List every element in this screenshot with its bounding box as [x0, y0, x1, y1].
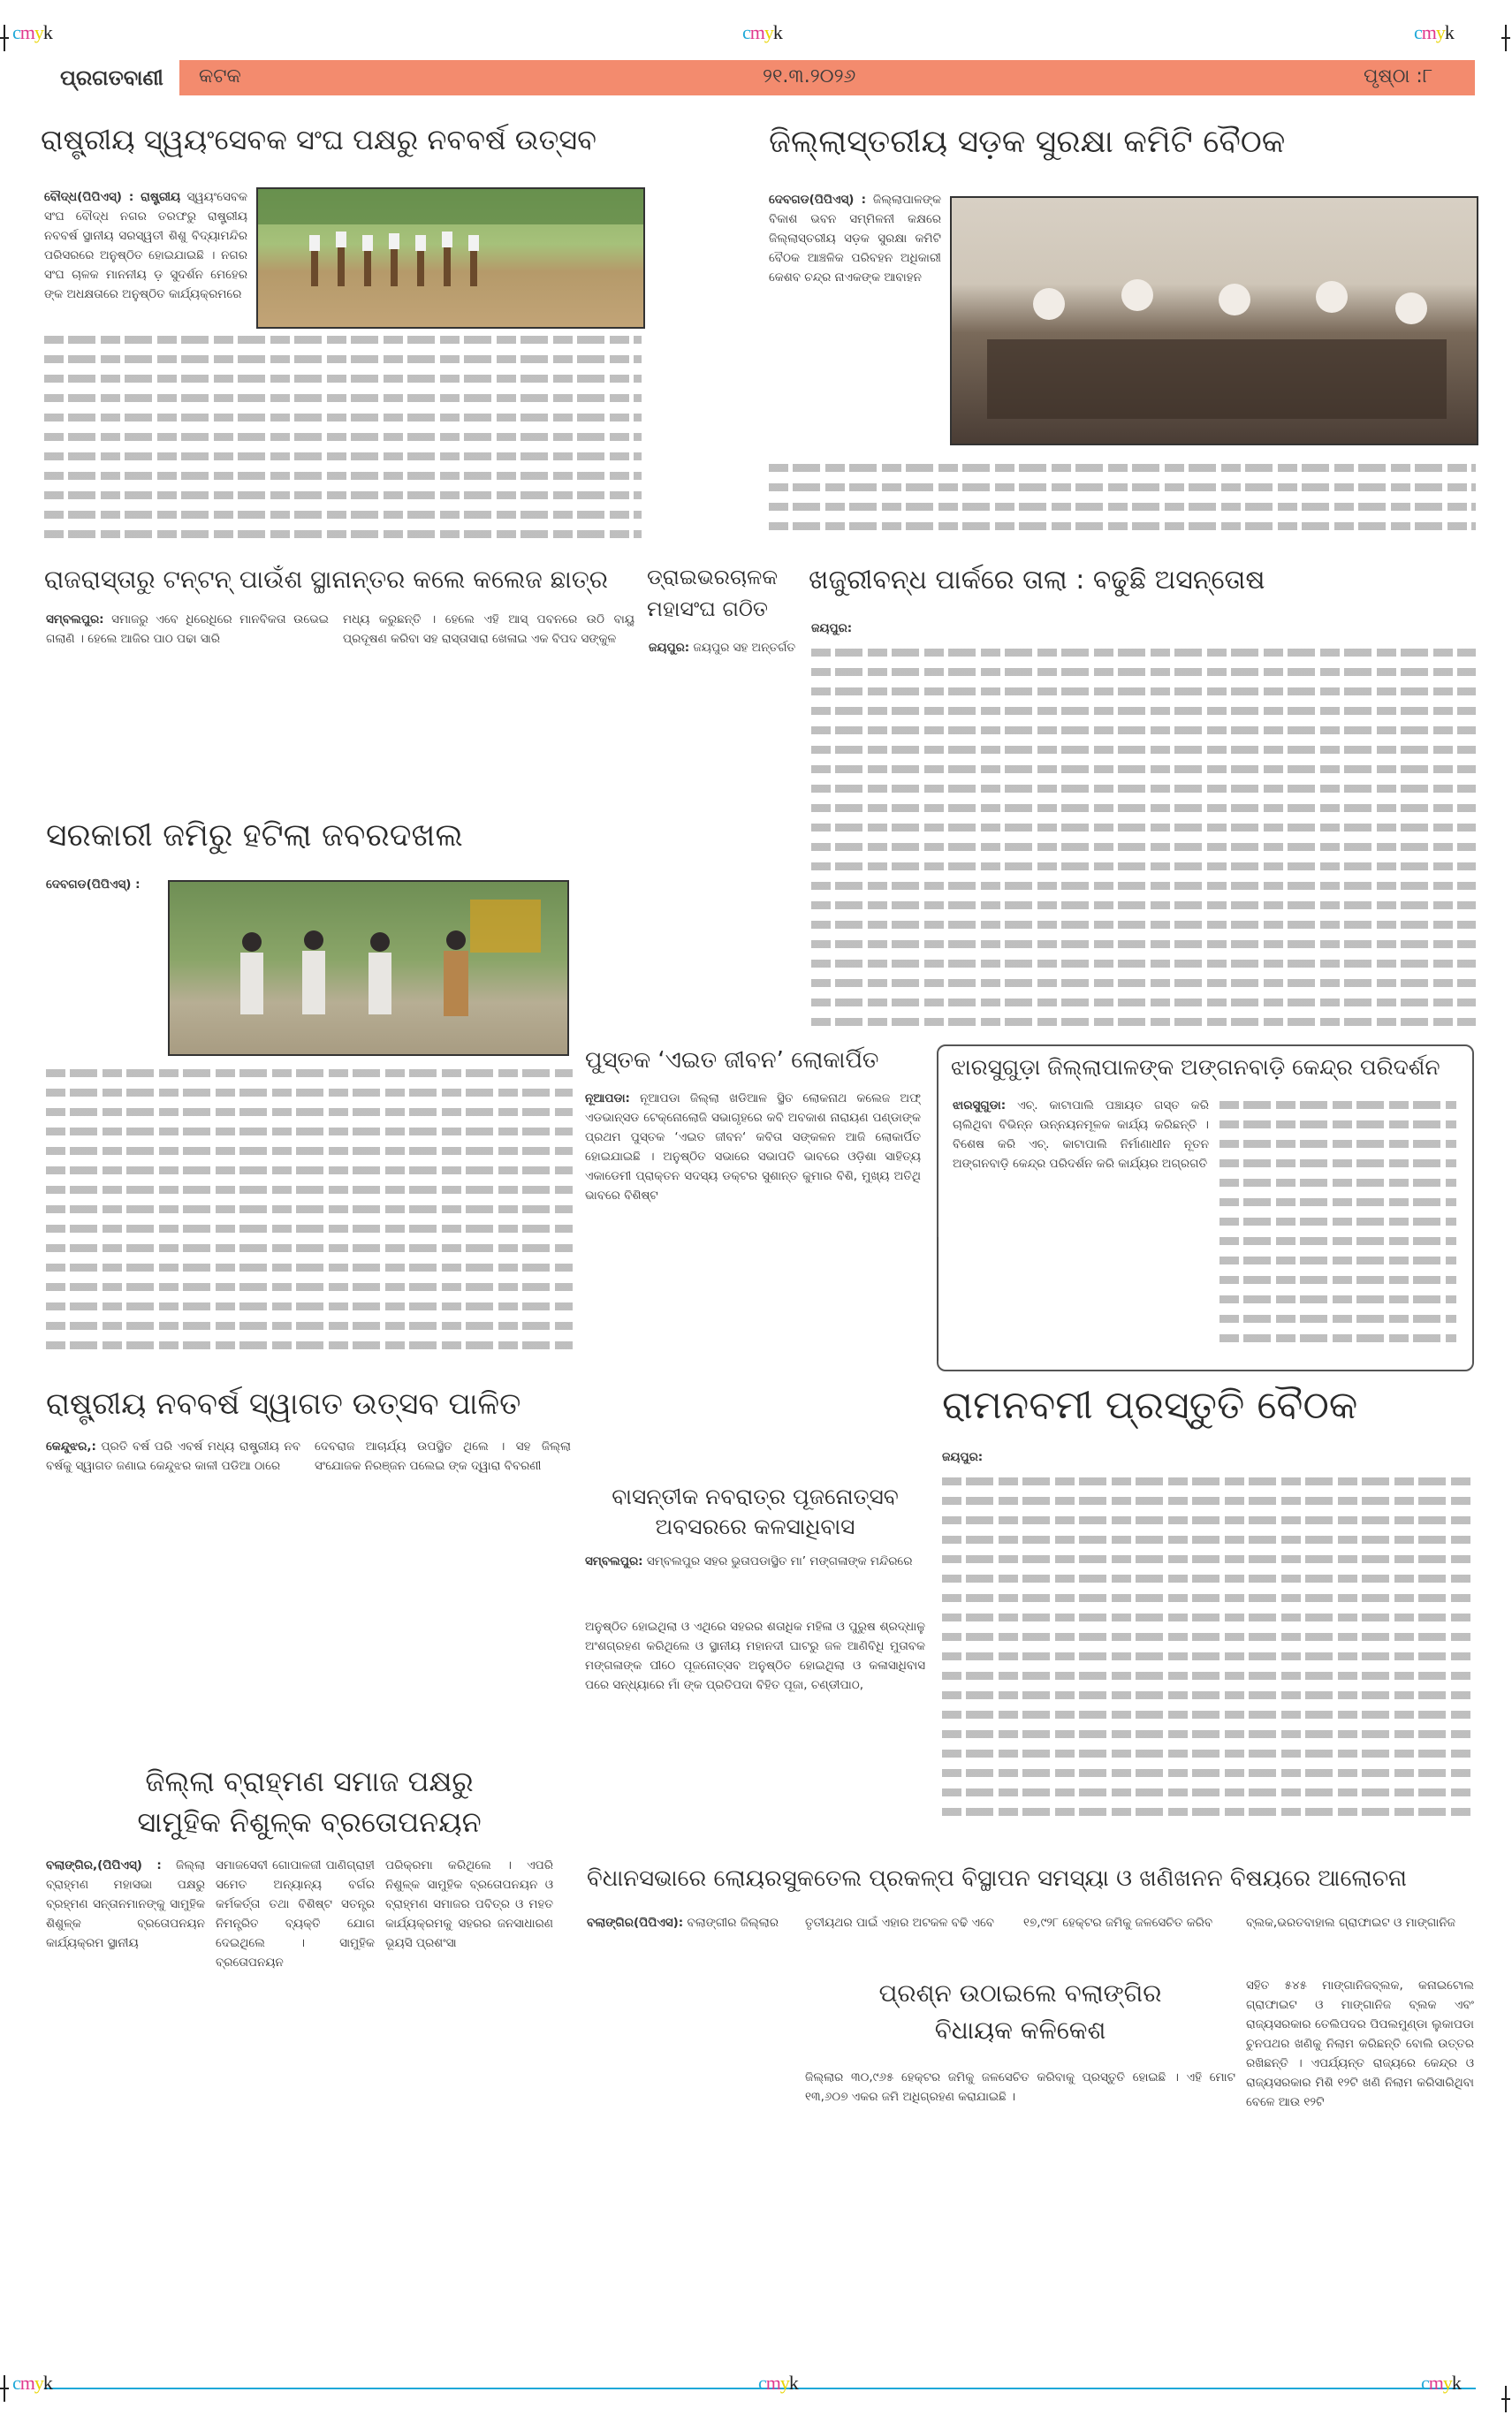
article-text: ବ୍ଲକ,ଭରତବାହାଲ ଗ୍ରାଫାଇଟ ଓ ମାଙ୍ଗାନିଜ — [1246, 1916, 1456, 1930]
photo-govt-land-officials — [168, 880, 569, 1056]
article-text: ସ୍ୱୟଂସେବକ ସଂଘ ବୌଦ୍ଧ ନଗର ତରଫରୁ ରାଷ୍ଟ୍ରୀୟ ନବବର୍ଷ ସ୍ଥାନୀୟ ସରସ୍ୱତୀ ଶିଶୁ ବିଦ୍ୟାମନ୍ଦିର ପରିସରରେ ଅନୁଷ୍ଠିତ ହୋଇଯାଇଛି । ନଗର ସଂଘ ଚାଳକ ମାନନୀୟ ଡ଼ ସୁଦର୍ଶନ ମେହେର ଙ୍କ ଅଧକ୍ଷତାରେ ଅନୁଷ୍ଠିତ କାର୍ଯ୍ୟକ୍ରମରେ — [44, 190, 248, 301]
headline-rss: ରାଷ୍ଟ୍ରୀୟ ସ୍ୱୟଂସେବକ ସଂଘ ପକ୍ଷରୁ ନବବର୍ଷ ଉତ୍ସବ — [41, 123, 596, 156]
article-new-year-col2 — [315, 1437, 571, 1759]
article-book-launch-body — [585, 1089, 921, 1464]
article-assembly-col3b — [805, 2068, 1235, 2368]
article-text: ସମାଜସେବୀ ଗୋପାଳଜୀ ପାଣିଗ୍ରାହୀ ସମେତ ଅନ୍ୟାନ୍ୟ ବର୍ଗର କର୍ମକର୍ତ୍ତା ତଥା ବିଶିଷ୍ଟ ସତନ୍ତ୍ର ନିମନ୍ତ୍ରିତ ବ୍ୟକ୍ତି ଯୋଗ ଦେଇଥିଲେ । ସାମୁହିକ ବ୍ରତୋପନୟନ — [216, 1858, 375, 1970]
article-brahmin-col1 — [46, 1856, 205, 2368]
dateline: ଜୟପୁର: — [942, 1450, 984, 1464]
article-text: ତୃତୀୟଥର ପାଇଁ ଏହାର ଅଟକଳ ବଢି ଏବେ — [805, 1916, 994, 1930]
dateline: ବଲାଙ୍ଗିର,(ପିପିଏସ୍) : — [46, 1858, 162, 1872]
headline-road-safety: ଜିଲ୍ଲାସ୍ତରୀୟ ସଡ଼କ ସୁରକ୍ଷା କମିଟି ବୈଠକ — [769, 124, 1286, 160]
article-assembly-col1 — [587, 1913, 794, 2364]
newspaper-logo: ପ୍ରଗତବାଣୀ — [60, 65, 163, 90]
dateline: ଝାରସୁଗୁଡା: — [953, 1098, 1007, 1112]
article-assembly-col3 — [1023, 1913, 1235, 1966]
registration-mark — [0, 2375, 9, 2402]
cmyk-mark: cmyk — [1421, 2372, 1461, 2394]
headline-anganwadi: ଝାରସୁଗୁଡ଼ା ଜିଲ୍ଲାପାଳଙ୍କ ଅଙ୍ଗନବାଡ଼ି କେନ୍ଦ୍ର ପରିଦର୍ଶନ — [951, 1054, 1440, 1080]
article-rss-columns — [44, 336, 642, 557]
photo-road-safety-meeting — [950, 196, 1478, 445]
article-text: ନୂଆପଡା ଜିଲ୍ଲା ଖଡିଆଳ ସ୍ଥିତ ଲୋକନାଥ କଲେଜ ଅଫ୍ ଏଡଭାନ୍ସଡ ଟେକ୍ନୋଲୋଜି ସଭାଗୃହରେ କବି ଅବକାଶ ନାରାୟଣ ପଣ୍ଡାଙ୍କ ପ୍ରଥମ ପୁସ୍ତକ ‘ଏଇତ ଜୀବନ‘ କବିତା ସଙ୍କଳନ ଆଜି ଲୋକାର୍ପିତ ହୋଇଯାଇଛି । ଅନୁଷ୍ଠିତ ସଭାରେ ସଭାପତି ଭାବରେ ଓଡ଼ିଶା ସାହିତ୍ୟ ଏକାଡେମୀ ପ୍ରାକ୍ତନ ସଦସ୍ୟ ଡକ୍ଟର ସୁଶାନ୍ତ କୁମାର ବିଶି, ମୁଖ୍ୟ ଅତିଥି ଭାବରେ ବିଶିଷ୍ଟ — [585, 1091, 921, 1203]
article-anganwadi-body — [953, 1096, 1209, 1356]
article-text: ଜିଲ୍ଲା ବ୍ରାହ୍ମଣ ମହାସଭା ପକ୍ଷରୁ ବ୍ରହ୍ମଣ ସନ୍ତାନମାନଙ୍କୁ ସାମୁହିକ ଶିଶୁଳ୍କ ବ୍ରତୋପନୟନ କାର୍ଯ୍ୟକ୍ରମ ସ୍ଥାନୀୟ — [46, 1858, 206, 1950]
dateline: ବୌଦ୍ଧ(ପିପିଏସ୍) : ରାଷ୍ଟ୍ରୀୟ — [44, 190, 181, 204]
article-driver-union-body — [649, 638, 797, 1044]
cmyk-mark: cmyk — [1414, 21, 1454, 43]
article-navaratri-tail — [585, 1617, 925, 1847]
headline-brahmin-line2: ସାମୁହିକ ନିଶୁଳ୍କ ବ୍ରତୋପନୟନ — [137, 1805, 482, 1839]
dateline: ବଲାଙ୍ଗିର(ପିପିଏସ): — [587, 1916, 684, 1930]
dateline: ଦେବଗଡ(ପିପିଏସ୍) : — [769, 193, 867, 207]
cmyk-mark: cmyk — [12, 2372, 52, 2394]
article-khajuribandh-columns — [811, 649, 1476, 1037]
article-text: ସମାଜରୁ ଏବେ ଧିରେଧିରେ ମାନବିକତା ଉଭେଇ ଗଲାଣି । ହେଲେ ଆଜିର ପାଠ ପଢା ସାରି — [46, 612, 329, 646]
article-assembly-col4b — [1246, 1976, 1474, 2373]
cmyk-mark: cmyk — [758, 2372, 798, 2394]
article-govt-land-columns — [46, 1069, 573, 1374]
article-text: ଏଚ୍. କାଟାପାଲି ପଞ୍ଚାୟତ ଗସ୍ତ କରି ଚାଲିଥିବା ବିଭିନ୍ନ ଉନ୍ନୟନମୂଳକ କାର୍ଯ୍ୟ କରିଛନ୍ତି । ବିଶେଷ କରି ଏଚ୍. କାଟାପାଲି ନିର୍ମାଣାଧୀନ ନୂତନ ଅଙ୍ଗନବାଡ଼ି କେନ୍ଦ୍ର ପରିଦର୍ଶନ କରି କାର୍ଯ୍ୟର ଅଗ୍ରଗତି — [953, 1098, 1209, 1171]
article-road-safety-columns — [769, 464, 1476, 557]
headline-driver-union-line2: ମହାସଂଘ ଗଠିତ — [647, 596, 769, 621]
headline-ramnavami: ରାମନବମୀ ପ୍ରସ୍ତୁତି ବୈଠକ — [942, 1383, 1358, 1428]
headline-new-year: ରାଷ୍ଟ୍ରୀୟ ନବବର୍ଷ ସ୍ୱାଗତ ଉତ୍ସବ ପାଳିତ — [46, 1386, 521, 1422]
article-anganwadi-col2 — [1219, 1101, 1456, 1353]
cmyk-mark: cmyk — [12, 21, 52, 43]
headline-assembly: ବିଧାନସଭାରେ ଲୋୟରସୁକତେଲ ପ୍ରକଳ୍ପ ବିସ୍ଥାପନ ସମସ୍ୟା ଓ ଖଣିଖନନ ବିଷୟରେ ଆଲୋଚନା — [587, 1865, 1407, 1892]
dateline: ଜୟପୁର: — [649, 641, 690, 655]
dateline: ସମ୍ବଲପୁର: — [585, 1554, 643, 1568]
article-brahmin-col2 — [216, 1856, 375, 2368]
dateline: ଦେବଗଡ(ପିପିଏସ୍) : — [46, 877, 141, 892]
article-text: ଅନୁଷ୍ଠିତ ହୋଇଥିଲା ଓ ଏଥିରେ ସହରର ଶତାଧିକ ମହିଳା ଓ ପୁରୁଷ ଶ୍ରଦ୍ଧାଳୁ ଅଂଶଗ୍ରହଣ କରିଥିଲେ ଓ ସ୍ଥାନୀୟ ମହାନଦୀ ଘାଟରୁ ଜଳ ଆଣିବିଧି ମୁତାବକ ମଙ୍ଗଳାଙ୍କ ପୀଠେ ପୂଜନୋତ୍ସବ ଅନୁଷ୍ଠିତ ହୋଇଥିଲା ଓ କଳାସାଧିବାସ ପରେ ସନ୍ଧ୍ୟାରେ ମାଁ ଙ୍କ ପ୍ରତିପଦା ବିହିତ ପୂଜା, ଚଣ୍ଡୀପାଠ, — [585, 1620, 925, 1692]
article-text: ସମ୍ବଲପୁର ସହର ଭୁତାପଡାସ୍ଥିତ ମା’ ମଙ୍ଗଳାଙ୍କ ମନ୍ଦିରରେ — [646, 1554, 913, 1568]
article-new-year-body — [46, 1437, 300, 1759]
dateline: ସମ୍ବଲପୁର: — [46, 612, 104, 626]
article-rss-body — [44, 187, 247, 323]
headline-driver-union-line1: ଡ୍ରାଇଭରଚାଳକ — [647, 565, 779, 589]
article-text: ଜୟପୁର ସହ ଅନ୍ତର୍ଗତ — [693, 641, 796, 655]
headline-college-student: ରାଜରାସ୍ତାରୁ ଟନ୍‌ଟନ୍ ପାଉଁଶ ସ୍ଥାନାନ୍ତର କଲେ କଲେଜ ଛାତ୍ର — [44, 565, 608, 594]
photo-rss-parade — [256, 187, 645, 329]
article-govt-land-body — [46, 875, 161, 1052]
article-ramnavami-columns — [942, 1477, 1470, 1831]
masthead — [60, 58, 1478, 97]
article-text: ଜିଲ୍ଲାର ୩୦,୯୬୫ ହେକ୍ଟର ଜମିକୁ ଜଳସେଚିତ କରିବାକୁ ପ୍ରସ୍ତୁତି ହୋଇଛି । ଏହି ମୋଟ ୧୩,୬୦୭ ଏକର ଜମି ଅଧିଗ୍ରହଣ କରାଯାଇଛି । — [805, 2070, 1235, 2104]
registration-mark — [1501, 2386, 1510, 2412]
article-assembly-col4 — [1246, 1913, 1474, 1966]
article-ramnavami-body — [942, 1447, 1198, 1472]
article-text: ପରିକ୍ରମା କରିଥିଲେ । ଏପରି ନିଶୁଳ୍କ ସାମୁହିକ ବ୍ରତୋପନୟନ ଓ ବ୍ରାହ୍ମଣ ସମାଜର ପବିତ୍ର ଓ ମହତ କାର୍ଯ୍ୟକ୍ରମକୁ ସହରର ଜନସାଧାରଣ ଭୂୟସି ପ୍ରଶଂସା — [385, 1858, 553, 1950]
dateline: ଜୟପୁର: — [811, 621, 853, 635]
article-brahmin-col3 — [385, 1856, 553, 2368]
article-khajuribandh-body — [811, 619, 1032, 645]
page-number: ପୃଷ୍ଠା :୮ — [1364, 65, 1433, 87]
article-text: ମଧ୍ୟ କରୁଛନ୍ତି । ହେଲେ ଏହି ଆସ୍ ପବନରେ ଉଠି ବାୟୁ ପ୍ରଦୂଷଣ କରିବା ସହ ରାସ୍ତାସାରା ଖେଳାଇ ଏକ ବିପଦ ସଙ୍କୁଳ — [343, 612, 634, 646]
article-navaratri-body — [585, 1552, 925, 1612]
article-road-safety-body — [769, 190, 941, 455]
edition-city: କଟକ — [199, 65, 241, 87]
article-text: ସହିତ ୫୪୫ ମାଙ୍ଗାନିଜବ୍ଲକ, କନାଇଟୋଲ ଗ୍ରାଫାଇଟ ଓ ମାଙ୍ଗାନିଜ ବ୍ଲକ ଏବଂ ରାଜ୍ୟସରକାର ତେଲିପଦର ପିପଲମୁଣ୍ଡା ଲୁକାପଡା ଚୁନପଥର ଖଣିକୁ ନିଲାମ କରିଛନ୍ତି ବୋଲି ଉତ୍ତର ରଖିଛନ୍ତି । ଏପର୍ଯ୍ୟନ୍ତ ରାଜ୍ୟରେ କେନ୍ଦ୍ର ଓ ରାଜ୍ୟସରକାର ମିଶି ୧୨ଟି ଖଣି ନିଲାମ କରିସାରିଥିବା ବେଳେ ଆଉ ୧୨ଟି — [1246, 1978, 1474, 2109]
headline-govt-land: ସରକାରୀ ଜମିରୁ ହଟିଲା ଜବରଦଖଲ — [46, 817, 463, 854]
headline-khajuribandh: ଖଜୁରୀବନ୍ଧ ପାର୍କରେ ତାଲା : ବଢୁଛି ଅସନ୍ତୋଷ — [809, 565, 1265, 596]
article-text: ବଲାଙ୍ଗୀର ଜିଲ୍ଲାର — [687, 1916, 779, 1930]
article-text: ପ୍ରତି ବର୍ଷ ପରି ଏବର୍ଷ ମଧ୍ୟ ରାଷ୍ଟ୍ରୀୟ ନବ ବର୍ଷକୁ ସ୍ୱାଗତ ଜଣାଇ କେନ୍ଦୁଝର କାଳୀ ପଡିଆ ଠାରେ — [46, 1439, 300, 1473]
subheadline-assembly-line2: ବିଧାୟକ କଳିକେଶ — [934, 2016, 1106, 2045]
article-college-student-col2 — [343, 610, 634, 800]
cmyk-mark: cmyk — [742, 21, 782, 43]
issue-date: ୨୧.୩.୨୦୨୬ — [763, 65, 856, 87]
article-text: ୧୭,୯୨୮ ହେକ୍ଟର ଜମିକୁ ଜଳସେଚିତ କରିବ — [1023, 1916, 1213, 1930]
headline-navaratri-line2: ଅବସରରେ କଳସାଧିବାସ — [655, 1514, 855, 1539]
article-text: ଦେବରାଜ ଆଚାର୍ଯ୍ୟ ଉପସ୍ଥିତ ଥିଲେ । ସହ ଜିଲ୍ଲା ସଂଯୋଜକ ନିରଞ୍ଜନ ପଲେଇ ଙ୍କ ଦ୍ୱାରା ବିବରଣୀ — [315, 1439, 571, 1473]
masthead-band — [179, 60, 1475, 95]
headline-book-launch: ପୁସ୍ତକ ‘ଏଇତ ଜୀବନ’ ଲୋକାର୍ପିତ — [585, 1047, 879, 1074]
article-text: ଜିଲ୍ଲାପାଳଙ୍କ ବିକାଶ ଭବନ ସମ୍ମିଳନୀ କକ୍ଷରେ ଜିଲ୍ଲାସ୍ତରୀୟ ସଡ଼କ ସୁରକ୍ଷା କମିଟି ବୈଠକ ଆଞ୍ଚଳିକ ପରିବହନ ଅଧିକାରୀ କେଶବ ଚନ୍ଦ୍ର ନାଏକଙ୍କ ଆବାହନ — [769, 193, 941, 285]
registration-mark — [1501, 25, 1510, 51]
subheadline-assembly-line1: ପ୍ରଶ୍ନ ଉଠାଇଲେ ବଲାଙ୍ଗିର — [878, 1978, 1162, 2008]
headline-navaratri-line1: ବାସନ୍ତୀକ ନବରାତ୍ର ପୂଜନୋତ୍ସବ — [612, 1484, 899, 1509]
article-college-student-body — [46, 610, 329, 800]
headline-brahmin-line1: ଜିଲ୍ଲା ବ୍ରାହ୍ମଣ ସମାଜ ପକ୍ଷରୁ — [145, 1765, 474, 1798]
article-assembly-col2 — [805, 1913, 1013, 1966]
registration-mark — [0, 25, 9, 51]
dateline: ନୂଆପଡା: — [585, 1091, 630, 1105]
dateline: କେନ୍ଦୁଝର,: — [46, 1439, 96, 1454]
